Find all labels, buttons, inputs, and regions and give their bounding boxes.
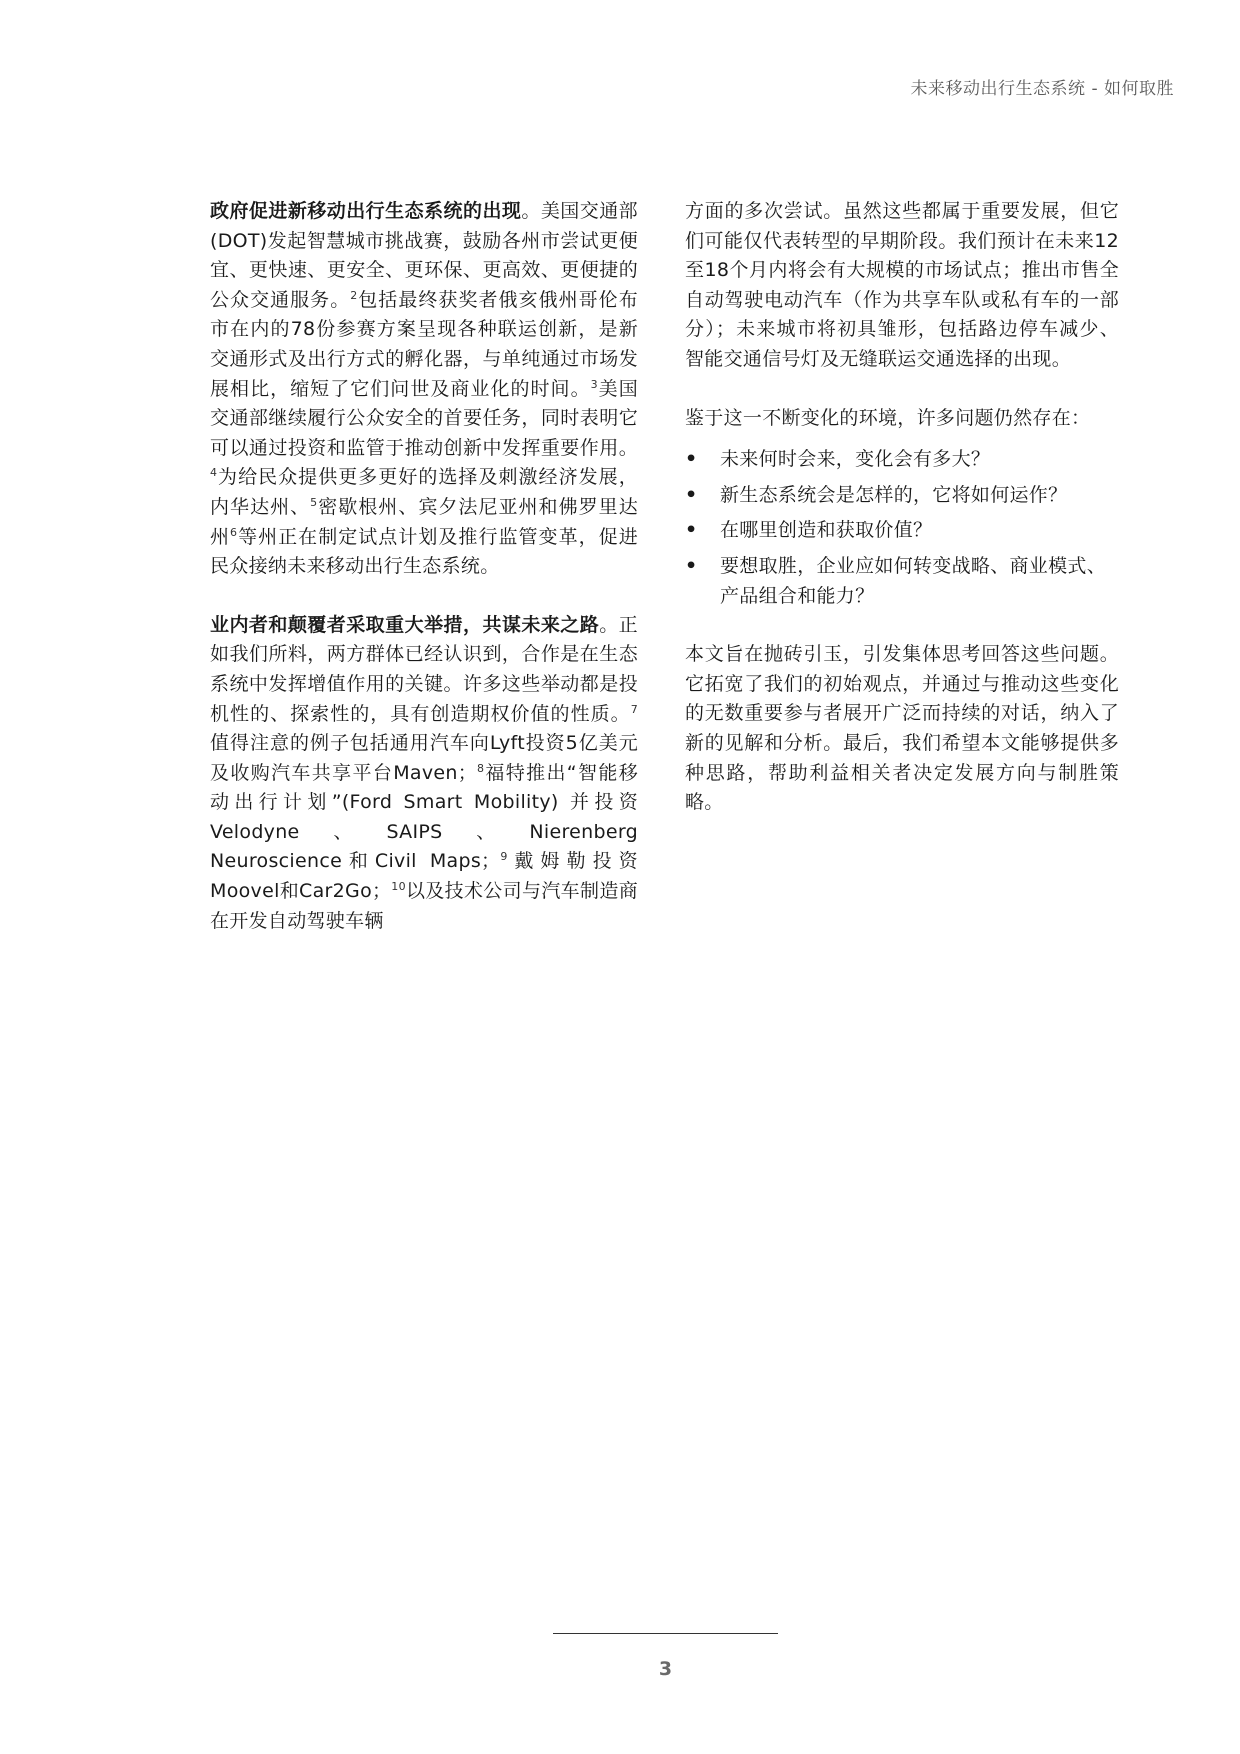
list-item [685,445,1119,475]
running-header: 未来移动出行生态系统 - 如何取胜 [910,79,1174,99]
right-column [685,197,1119,818]
paragraph-purpose: 本文旨在抛砖引玉，引发集体思考回答这些问题。它拓宽了我们的初始观点，并通过与推动这些变化的无数重要参与者展开广泛而持续的对话，纳入了新的见解和分析。最后，我们希望本文能够提供多种思路，帮助利益相关者决定发展方向与制胜策略。 [685,643,1119,814]
footnote-ref[interactable]: 6 [230,525,238,539]
questions-intro: 鉴于这一不断变化的环境，许多问题仍然存在： [685,406,1091,429]
paragraph-text: 。正如我们所料，两方群体已经认识到，合作是在生态系统中发挥增值作用的关键。许多这些举动都是投机性的、探索性的，具有创造期权价值的性质。 [210,613,638,725]
footnote-ref[interactable]: 3 [590,377,598,391]
paragraph-text: 密歇根州、宾夕法尼亚州和佛罗里达州 [210,495,638,548]
list-item-text: 要想取胜，企业应如何转变战略、商业模式、产品组合和能力？ [720,554,1107,607]
list-item-text: 新生态系统会是怎样的，它将如何运作？ [720,483,1068,506]
footnote-ref[interactable]: 5 [310,495,318,509]
paragraph-text: 值得注意的例子包括通用汽车向Lyft投资5亿美元及收购汽车共享平台Maven； [210,732,638,784]
list-item [685,481,1119,511]
left-column [210,197,638,936]
footnote-ref[interactable]: 8 [477,761,485,775]
paragraph-text: 为给民众提供更多更好的选择及刺激经济发展，内华达州、 [210,466,638,518]
bullet-icon: • [685,483,698,506]
list-item-text: 在哪里创造和获取价值？ [720,519,933,542]
bullet-icon: • [685,554,698,577]
paragraph-text: 以及技术公司与汽车制造商在开发自动驾驶车辆 [210,880,638,932]
paragraph-government [210,197,638,582]
footnote-ref[interactable]: 2 [350,288,358,302]
paragraph-industry [210,611,638,937]
paragraph-text: 福特推出“智能移动出行计划”(Ford Smart Mobility) 并投资Velodyne、SAIPS、Nierenberg Neuroscience和Civil Maps； [210,761,639,873]
paragraph-lead: 业内者和颠覆者采取重大举措，共谋未来之路 [210,613,600,636]
footnote-ref[interactable]: 9 [500,850,508,864]
bullet-icon: • [685,519,698,542]
paragraph-text: 。美国交通部(DOT)发起智慧城市挑战赛，鼓励各州市尝试更便宜、更快速、更安全、更环保、更高效、更便捷的公众交通服务。 [210,200,638,311]
paragraph-text: 戴姆勒投资Moovel和Car2Go； [210,850,638,903]
paragraph-text: 美国交通部继续履行公众安全的首要任务，同时表明它可以通过投资和监管于推动创新中发挥重要作用。 [210,377,639,459]
footnote-ref[interactable]: 7 [630,702,638,716]
paragraph-lead: 政府促进新移动出行生态系统的出现 [210,200,522,222]
list-item [685,516,1119,546]
list-item-text: 未来何时会来，变化会有多大？ [720,448,991,471]
paragraph-continuation: 方面的多次尝试。虽然这些都属于重要发展，但它们可能仅代表转型的早期阶段。我们预计在未来12至18个月内将会有大规模的市场试点；推出市售全自动驾驶电动汽车（作为共享车队或私有车的一部分）；未来城市将初具雏形，包括路边停车减少、智能交通信号灯及无缝联运交通选择的出现。 [685,200,1119,370]
list-item [685,552,1119,611]
question-list [685,445,1119,611]
footer-divider [553,1633,778,1634]
footnote-ref[interactable]: 4 [210,466,218,480]
page-number: 3 [658,1658,673,1680]
paragraph-text: 包括最终获奖者俄亥俄州哥伦布市在内的78份参赛方案呈现各种联运创新，是新交通形式及出行方式的孵化器，与单纯通过市场发展相比，缩短了它们问世及商业化的时间。 [210,288,638,400]
footnote-ref[interactable]: 10 [391,880,406,894]
bullet-icon: • [685,448,698,471]
paragraph-text: 等州正在制定试点计划及推行监管变革，促进民众接纳未来移动出行生态系统。 [210,525,638,578]
